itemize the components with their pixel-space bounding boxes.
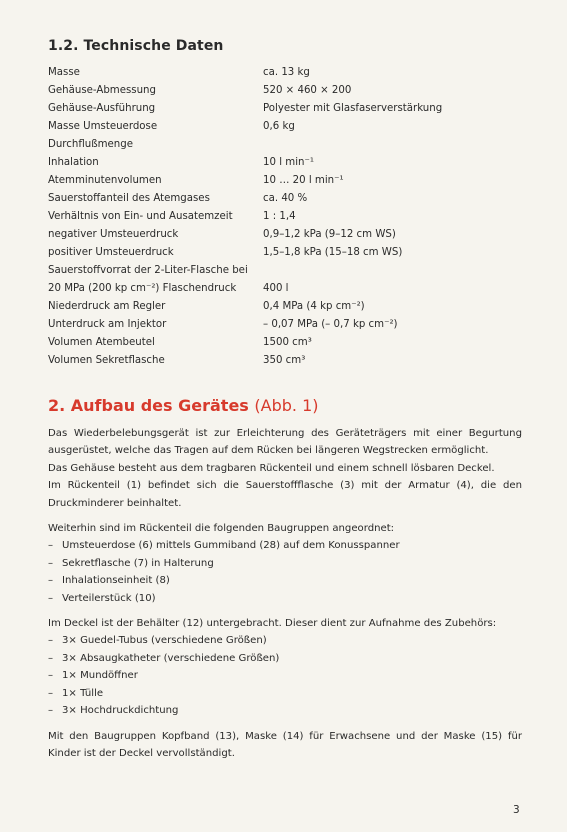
paragraph: Das Wiederbelebungsgerät ist zur Erleichterung des Geräteträgers mit einer Begurtung ausgerüstet, welche das Tragen auf dem Rücken bei längeren Wegstrecken ermöglicht. — [48, 428, 522, 457]
spec-key: Masse — [48, 67, 80, 78]
paragraph: Mit den Baugruppen Kopfband (13), Maske (14) für Erwachsene und der Maske (15) für Kinder ist der Deckel vervollständigt. — [48, 730, 522, 759]
list-item: – 1× Mundöffner — [48, 667, 522, 684]
spec-key: Inhalation — [48, 157, 99, 168]
spec-row — [48, 334, 528, 352]
spec-key: Gehäuse-Abmessung — [48, 85, 156, 96]
paragraph: Im Deckel ist der Behälter (12) untergebracht. Dieser dient zur Aufnahme des Zubehörs: — [48, 618, 497, 630]
figure-reference: (Abb. 1) — [254, 396, 319, 415]
spec-key: Gehäuse-Ausführung — [48, 103, 156, 114]
spec-value: 400 l — [263, 283, 289, 294]
list-item: – Sekretflasche (7) in Halterung — [48, 555, 522, 572]
spec-value: 520 × 460 × 200 — [263, 85, 352, 96]
spec-row — [48, 172, 528, 190]
spec-row — [48, 280, 528, 298]
spec-key: Sauerstoffvorrat der 2-Liter-Flasche bei — [48, 265, 248, 276]
spec-key: positiver Umsteuerdruck — [48, 247, 174, 258]
spec-key: Niederdruck am Regler — [48, 301, 166, 312]
spec-value: ca. 40 % — [263, 193, 308, 204]
list-item: – Umsteuerdose (6) mittels Gummiband (28) auf dem Konusspanner — [48, 537, 522, 554]
spec-row — [48, 352, 528, 370]
spec-row — [48, 136, 528, 154]
spec-key: Unterdruck am Injektor — [48, 319, 167, 330]
spec-key: negativer Umsteuerdruck — [48, 229, 179, 240]
spec-row — [48, 316, 528, 334]
spec-value: 0,4 MPa (4 kp cm⁻²) — [263, 301, 365, 312]
list-item: – Inhalationseinheit (8) — [48, 572, 522, 589]
spec-value: 10 … 20 l min⁻¹ — [263, 175, 344, 186]
list-item: – 1× Tülle — [48, 685, 522, 702]
spec-value: 0,9–1,2 kPa (9–12 cm WS) — [263, 229, 396, 240]
spec-row — [48, 190, 528, 208]
spec-key: 20 MPa (200 kp cm⁻²) Flaschendruck — [48, 283, 237, 294]
spec-row — [48, 118, 528, 136]
paragraph: Das Gehäuse besteht aus dem tragbaren Rückenteil und einem schnell lösbaren Deckel. — [48, 462, 495, 474]
spec-value: 0,6 kg — [263, 121, 295, 132]
list-item: – 3× Absaugkatheter (verschiedene Größen) — [48, 650, 522, 667]
page-number: 3 — [513, 804, 520, 816]
spec-value: 1500 cm³ — [263, 337, 312, 348]
paragraph: Im Rückenteil (1) befindet sich die Sauerstoffflasche (3) mit der Armatur (4), die den Druckminderer beinhaltet. — [48, 480, 522, 509]
body-text — [48, 425, 522, 762]
spec-value: Polyester mit Glasfaserverstärkung — [263, 103, 443, 114]
spec-key: Volumen Atembeutel — [48, 337, 155, 348]
spec-key: Atemminutenvolumen — [48, 175, 162, 186]
spec-row — [48, 226, 528, 244]
spec-row — [48, 262, 528, 280]
spec-key: Volumen Sekretflasche — [48, 355, 165, 366]
section-heading-text: 2. Aufbau des Gerätes — [48, 396, 249, 415]
spec-value: – 0,07 MPa (– 0,7 kp cm⁻²) — [263, 319, 398, 330]
list-item: – 3× Hochdruckdichtung — [48, 702, 522, 719]
section-title-technical-data: 1.2. Technische Daten — [48, 38, 224, 54]
spec-value: ca. 13 kg — [263, 67, 310, 78]
spec-value: 350 cm³ — [263, 355, 306, 366]
spec-row — [48, 100, 528, 118]
spec-row — [48, 64, 528, 82]
spec-row — [48, 208, 528, 226]
spec-value: 1,5–1,8 kPa (15–18 cm WS) — [263, 247, 403, 258]
list-item: – Verteilerstück (10) — [48, 590, 522, 607]
list-item: – 3× Guedel-Tubus (verschiedene Größen) — [48, 632, 522, 649]
spec-row — [48, 298, 528, 316]
spec-table — [48, 64, 528, 370]
section-title-device-structure — [48, 396, 319, 415]
spec-row — [48, 244, 528, 262]
spec-key: Verhältnis von Ein- und Ausatemzeit — [48, 211, 233, 222]
spec-key: Durchflußmenge — [48, 139, 133, 150]
paragraph: Weiterhin sind im Rückenteil die folgenden Baugruppen angeordnet: — [48, 523, 395, 535]
spec-key: Sauerstoffanteil des Atemgases — [48, 193, 210, 204]
spec-key: Masse Umsteuerdose — [48, 121, 158, 132]
spec-row — [48, 82, 528, 100]
spec-value: 10 l min⁻¹ — [263, 157, 314, 168]
spec-row — [48, 154, 528, 172]
spec-value: 1 : 1,4 — [263, 211, 296, 222]
